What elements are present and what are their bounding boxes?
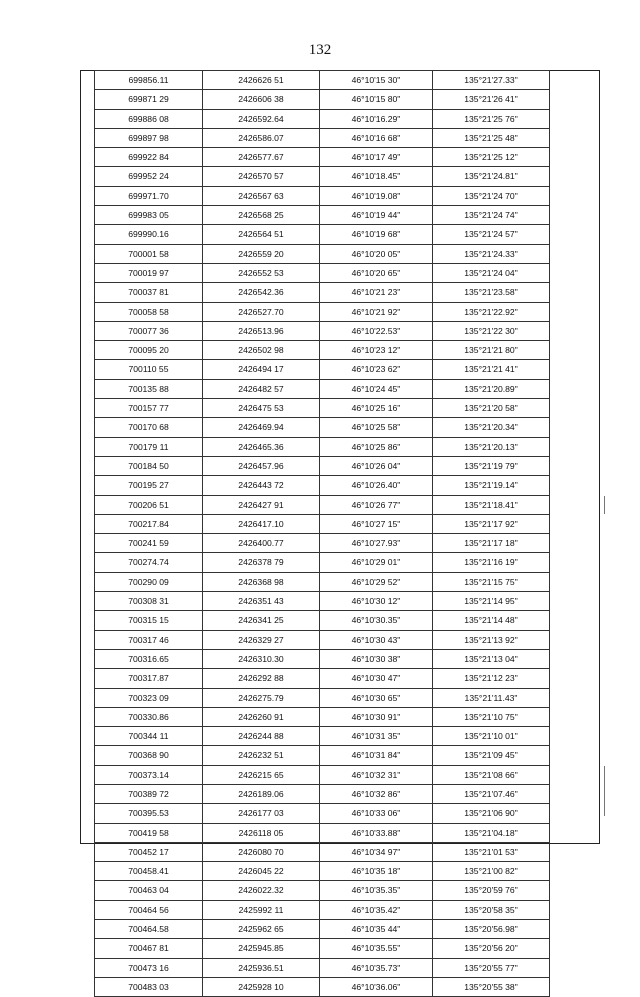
longitude-cell: 135°21'24.33" <box>433 244 550 263</box>
latitude-cell: 46°10'31 84" <box>320 746 433 765</box>
longitude-cell: 135°21'23.58" <box>433 283 550 302</box>
longitude-cell: 135°20'56 20" <box>433 939 550 958</box>
y-coordinate-cell: 2426080 70 <box>203 842 320 861</box>
x-coordinate-cell: 700290 09 <box>95 572 203 591</box>
latitude-cell: 46°10'19 44" <box>320 206 433 225</box>
y-coordinate-cell: 2426586.07 <box>203 128 320 147</box>
x-coordinate-cell: 700184 50 <box>95 456 203 475</box>
latitude-cell: 46°10'20 65" <box>320 263 433 282</box>
longitude-cell: 135°21'13 04" <box>433 649 550 668</box>
table-row <box>95 534 550 553</box>
table-row <box>95 456 550 475</box>
y-coordinate-cell: 2426368 98 <box>203 572 320 591</box>
y-coordinate-cell: 2426494 17 <box>203 360 320 379</box>
y-coordinate-cell: 2426564 51 <box>203 225 320 244</box>
x-coordinate-cell: 700206 51 <box>95 495 203 514</box>
x-coordinate-cell: 700395.53 <box>95 804 203 823</box>
longitude-cell: 135°21'17 18" <box>433 534 550 553</box>
y-coordinate-cell: 2426465.36 <box>203 437 320 456</box>
table-row <box>95 148 550 167</box>
latitude-cell: 46°10'25 86" <box>320 437 433 456</box>
x-coordinate-cell: 700483 03 <box>95 977 203 996</box>
table-row <box>95 514 550 533</box>
longitude-cell: 135°21'19 79" <box>433 456 550 475</box>
table-row <box>95 920 550 939</box>
x-coordinate-cell: 700315 15 <box>95 611 203 630</box>
x-coordinate-cell: 700095 20 <box>95 341 203 360</box>
table-row <box>95 784 550 803</box>
table-row <box>95 649 550 668</box>
latitude-cell: 46°10'36.06" <box>320 977 433 996</box>
latitude-cell: 46°10'26.40" <box>320 476 433 495</box>
longitude-cell: 135°21'16 19" <box>433 553 550 572</box>
longitude-cell: 135°20'55 77" <box>433 958 550 977</box>
longitude-cell: 135°21'10 75" <box>433 707 550 726</box>
table-row <box>95 553 550 572</box>
x-coordinate-cell: 700077 36 <box>95 321 203 340</box>
longitude-cell: 135°21'27.33" <box>433 71 550 90</box>
y-coordinate-cell: 2426513.96 <box>203 321 320 340</box>
table-row <box>95 109 550 128</box>
latitude-cell: 46°10'35 18" <box>320 862 433 881</box>
longitude-cell: 135°21'12 23" <box>433 669 550 688</box>
table-row <box>95 71 550 90</box>
y-coordinate-cell: 2425936.51 <box>203 958 320 977</box>
longitude-cell: 135°20'58 35" <box>433 900 550 919</box>
x-coordinate-cell: 700452 17 <box>95 842 203 861</box>
table-row <box>95 881 550 900</box>
x-coordinate-cell: 700179 11 <box>95 437 203 456</box>
y-coordinate-cell: 2426351 43 <box>203 592 320 611</box>
longitude-cell: 135°21'24 70" <box>433 186 550 205</box>
page-number: 132 <box>308 42 332 58</box>
y-coordinate-cell: 2426400.77 <box>203 534 320 553</box>
x-coordinate-cell: 700373.14 <box>95 765 203 784</box>
table-row <box>95 128 550 147</box>
y-coordinate-cell: 2426475 53 <box>203 399 320 418</box>
latitude-cell: 46°10'27 15" <box>320 514 433 533</box>
longitude-cell: 135°21'10 01" <box>433 727 550 746</box>
latitude-cell: 46°10'30 43" <box>320 630 433 649</box>
latitude-cell: 46°10'25 58" <box>320 418 433 437</box>
table-row <box>95 977 550 996</box>
longitude-cell: 135°21'15 75" <box>433 572 550 591</box>
latitude-cell: 46°10'35.35" <box>320 881 433 900</box>
y-coordinate-cell: 2426275.79 <box>203 688 320 707</box>
table-row <box>95 186 550 205</box>
latitude-cell: 46°10'23 12" <box>320 341 433 360</box>
x-coordinate-cell: 700464 56 <box>95 900 203 919</box>
x-coordinate-cell: 700344 11 <box>95 727 203 746</box>
longitude-cell: 135°21'22 30" <box>433 321 550 340</box>
y-coordinate-cell: 2425928 10 <box>203 977 320 996</box>
y-coordinate-cell: 2426341 25 <box>203 611 320 630</box>
y-coordinate-cell: 2426045 22 <box>203 862 320 881</box>
longitude-cell: 135°20'56.98" <box>433 920 550 939</box>
longitude-cell: 135°21'00 82" <box>433 862 550 881</box>
x-coordinate-cell: 699983 05 <box>95 206 203 225</box>
table-row <box>95 283 550 302</box>
longitude-cell: 135°21'21 80" <box>433 341 550 360</box>
x-coordinate-cell: 699971.70 <box>95 186 203 205</box>
longitude-cell: 135°21'22.92" <box>433 302 550 321</box>
latitude-cell: 46°10'22.53" <box>320 321 433 340</box>
y-coordinate-cell: 2426177 03 <box>203 804 320 823</box>
x-coordinate-cell: 699871 29 <box>95 90 203 109</box>
latitude-cell: 46°10'33 06" <box>320 804 433 823</box>
y-coordinate-cell: 2426570 57 <box>203 167 320 186</box>
longitude-cell: 135°21'20.89" <box>433 379 550 398</box>
longitude-cell: 135°21'01 53" <box>433 842 550 861</box>
latitude-cell: 46°10'33.88" <box>320 823 433 842</box>
table-row <box>95 225 550 244</box>
x-coordinate-cell: 700110 55 <box>95 360 203 379</box>
latitude-cell: 46°10'32 86" <box>320 784 433 803</box>
table-row <box>95 263 550 282</box>
y-coordinate-cell: 2426427 91 <box>203 495 320 514</box>
y-coordinate-cell: 2426552 53 <box>203 263 320 282</box>
table-row <box>95 437 550 456</box>
x-coordinate-cell: 700037 81 <box>95 283 203 302</box>
latitude-cell: 46°10'35.55" <box>320 939 433 958</box>
longitude-cell: 135°21'09 45" <box>433 746 550 765</box>
longitude-cell: 135°21'20.13" <box>433 437 550 456</box>
y-coordinate-cell: 2426260 91 <box>203 707 320 726</box>
x-coordinate-cell: 699856.11 <box>95 71 203 90</box>
y-coordinate-cell: 2426443 72 <box>203 476 320 495</box>
y-coordinate-cell: 2426457.96 <box>203 456 320 475</box>
y-coordinate-cell: 2426606 38 <box>203 90 320 109</box>
latitude-cell: 46°10'26 04" <box>320 456 433 475</box>
latitude-cell: 46°10'29 01" <box>320 553 433 572</box>
y-coordinate-cell: 2426482 57 <box>203 379 320 398</box>
table-row <box>95 90 550 109</box>
x-coordinate-cell: 699922 84 <box>95 148 203 167</box>
y-coordinate-cell: 2426232 51 <box>203 746 320 765</box>
x-coordinate-cell: 700317 46 <box>95 630 203 649</box>
x-coordinate-cell: 700170 68 <box>95 418 203 437</box>
table-row <box>95 765 550 784</box>
table-row <box>95 321 550 340</box>
longitude-cell: 135°21'06 90" <box>433 804 550 823</box>
table-row <box>95 244 550 263</box>
table-row <box>95 495 550 514</box>
x-coordinate-cell: 700058 58 <box>95 302 203 321</box>
x-coordinate-cell: 700001 58 <box>95 244 203 263</box>
latitude-cell: 46°10'31 35" <box>320 727 433 746</box>
latitude-cell: 46°10'30 38" <box>320 649 433 668</box>
margin-mark <box>604 766 605 816</box>
coordinates-table-body <box>95 71 550 997</box>
x-coordinate-cell: 699886 08 <box>95 109 203 128</box>
latitude-cell: 46°10'30 65" <box>320 688 433 707</box>
longitude-cell: 135°21'25 48" <box>433 128 550 147</box>
y-coordinate-cell: 2426189.06 <box>203 784 320 803</box>
x-coordinate-cell: 700019 97 <box>95 263 203 282</box>
longitude-cell: 135°21'24 04" <box>433 263 550 282</box>
latitude-cell: 46°10'25 16" <box>320 399 433 418</box>
x-coordinate-cell: 699952 24 <box>95 167 203 186</box>
latitude-cell: 46°10'16 68" <box>320 128 433 147</box>
y-coordinate-cell: 2426568 25 <box>203 206 320 225</box>
x-coordinate-cell: 700316.65 <box>95 649 203 668</box>
latitude-cell: 46°10'21 92" <box>320 302 433 321</box>
latitude-cell: 46°10'15 80" <box>320 90 433 109</box>
longitude-cell: 135°21'25 76" <box>433 109 550 128</box>
x-coordinate-cell: 699990.16 <box>95 225 203 244</box>
longitude-cell: 135°21'08 66" <box>433 765 550 784</box>
longitude-cell: 135°21'24 57" <box>433 225 550 244</box>
longitude-cell: 135°21'25 12" <box>433 148 550 167</box>
table-row <box>95 418 550 437</box>
y-coordinate-cell: 2425945.85 <box>203 939 320 958</box>
table-row <box>95 842 550 861</box>
latitude-cell: 46°10'15 30" <box>320 71 433 90</box>
table-row <box>95 360 550 379</box>
latitude-cell: 46°10'26 77" <box>320 495 433 514</box>
latitude-cell: 46°10'35.42" <box>320 900 433 919</box>
latitude-cell: 46°10'29 52" <box>320 572 433 591</box>
y-coordinate-cell: 2426542.36 <box>203 283 320 302</box>
y-coordinate-cell: 2426329 27 <box>203 630 320 649</box>
longitude-cell: 135°21'14 48" <box>433 611 550 630</box>
y-coordinate-cell: 2426577.67 <box>203 148 320 167</box>
latitude-cell: 46°10'30 47" <box>320 669 433 688</box>
table-row <box>95 707 550 726</box>
x-coordinate-cell: 700241 59 <box>95 534 203 553</box>
coordinates-table <box>94 70 550 997</box>
longitude-cell: 135°21'17 92" <box>433 514 550 533</box>
latitude-cell: 46°10'34 97" <box>320 842 433 861</box>
table-row <box>95 939 550 958</box>
longitude-cell: 135°21'18.41" <box>433 495 550 514</box>
table-row <box>95 630 550 649</box>
margin-mark <box>604 496 605 514</box>
table-row <box>95 206 550 225</box>
x-coordinate-cell: 700467 81 <box>95 939 203 958</box>
x-coordinate-cell: 700157 77 <box>95 399 203 418</box>
longitude-cell: 135°21'21 41" <box>433 360 550 379</box>
x-coordinate-cell: 700308 31 <box>95 592 203 611</box>
x-coordinate-cell: 700463 04 <box>95 881 203 900</box>
longitude-cell: 135°21'11.43" <box>433 688 550 707</box>
table-row <box>95 592 550 611</box>
y-coordinate-cell: 2426626 51 <box>203 71 320 90</box>
longitude-cell: 135°21'19.14" <box>433 476 550 495</box>
longitude-cell: 135°21'14 95" <box>433 592 550 611</box>
x-coordinate-cell: 700274.74 <box>95 553 203 572</box>
x-coordinate-cell: 700195 27 <box>95 476 203 495</box>
latitude-cell: 46°10'35 44" <box>320 920 433 939</box>
longitude-cell: 135°21'20 58" <box>433 399 550 418</box>
latitude-cell: 46°10'19 68" <box>320 225 433 244</box>
y-coordinate-cell: 2426378 79 <box>203 553 320 572</box>
longitude-cell: 135°20'55 38" <box>433 977 550 996</box>
y-coordinate-cell: 2426559 20 <box>203 244 320 263</box>
latitude-cell: 46°10'24 45" <box>320 379 433 398</box>
y-coordinate-cell: 2426527.70 <box>203 302 320 321</box>
longitude-cell: 135°21'26 41" <box>433 90 550 109</box>
longitude-cell: 135°21'24 74" <box>433 206 550 225</box>
table-row <box>95 341 550 360</box>
x-coordinate-cell: 700323 09 <box>95 688 203 707</box>
longitude-cell: 135°21'13 92" <box>433 630 550 649</box>
latitude-cell: 46°10'30 91" <box>320 707 433 726</box>
x-coordinate-cell: 700368 90 <box>95 746 203 765</box>
latitude-cell: 46°10'27.93" <box>320 534 433 553</box>
latitude-cell: 46°10'20 05" <box>320 244 433 263</box>
latitude-cell: 46°10'21 23" <box>320 283 433 302</box>
x-coordinate-cell: 700389 72 <box>95 784 203 803</box>
table-row <box>95 727 550 746</box>
table-row <box>95 399 550 418</box>
x-coordinate-cell: 700135 88 <box>95 379 203 398</box>
table-row <box>95 611 550 630</box>
y-coordinate-cell: 2426215 65 <box>203 765 320 784</box>
x-coordinate-cell: 700419 58 <box>95 823 203 842</box>
y-coordinate-cell: 2426502 98 <box>203 341 320 360</box>
longitude-cell: 135°21'04.18" <box>433 823 550 842</box>
table-row <box>95 302 550 321</box>
table-row <box>95 688 550 707</box>
x-coordinate-cell: 700317.87 <box>95 669 203 688</box>
y-coordinate-cell: 2426292 88 <box>203 669 320 688</box>
y-coordinate-cell: 2426022.32 <box>203 881 320 900</box>
x-coordinate-cell: 700473 16 <box>95 958 203 977</box>
table-row <box>95 900 550 919</box>
table-row <box>95 862 550 881</box>
x-coordinate-cell: 699897 98 <box>95 128 203 147</box>
table-row <box>95 167 550 186</box>
longitude-cell: 135°21'24.81" <box>433 167 550 186</box>
y-coordinate-cell: 2426118 05 <box>203 823 320 842</box>
y-coordinate-cell: 2425962 65 <box>203 920 320 939</box>
y-coordinate-cell: 2426592.64 <box>203 109 320 128</box>
latitude-cell: 46°10'35.73" <box>320 958 433 977</box>
table-row <box>95 746 550 765</box>
latitude-cell: 46°10'30 12" <box>320 592 433 611</box>
latitude-cell: 46°10'18.45" <box>320 167 433 186</box>
latitude-cell: 46°10'30.35" <box>320 611 433 630</box>
table-row <box>95 379 550 398</box>
y-coordinate-cell: 2426567 63 <box>203 186 320 205</box>
table-row <box>95 958 550 977</box>
x-coordinate-cell: 700330.86 <box>95 707 203 726</box>
table-row <box>95 804 550 823</box>
x-coordinate-cell: 700217.84 <box>95 514 203 533</box>
x-coordinate-cell: 700458.41 <box>95 862 203 881</box>
y-coordinate-cell: 2426469.94 <box>203 418 320 437</box>
latitude-cell: 46°10'32 31" <box>320 765 433 784</box>
longitude-cell: 135°21'20.34" <box>433 418 550 437</box>
latitude-cell: 46°10'19.08" <box>320 186 433 205</box>
latitude-cell: 46°10'17 49" <box>320 148 433 167</box>
y-coordinate-cell: 2426244 88 <box>203 727 320 746</box>
table-row <box>95 572 550 591</box>
latitude-cell: 46°10'16.29" <box>320 109 433 128</box>
table-row <box>95 823 550 842</box>
table-row <box>95 476 550 495</box>
latitude-cell: 46°10'23 62" <box>320 360 433 379</box>
y-coordinate-cell: 2425992 11 <box>203 900 320 919</box>
longitude-cell: 135°20'59 76" <box>433 881 550 900</box>
x-coordinate-cell: 700464.58 <box>95 920 203 939</box>
y-coordinate-cell: 2426417.10 <box>203 514 320 533</box>
y-coordinate-cell: 2426310.30 <box>203 649 320 668</box>
longitude-cell: 135°21'07.46" <box>433 784 550 803</box>
table-row <box>95 669 550 688</box>
